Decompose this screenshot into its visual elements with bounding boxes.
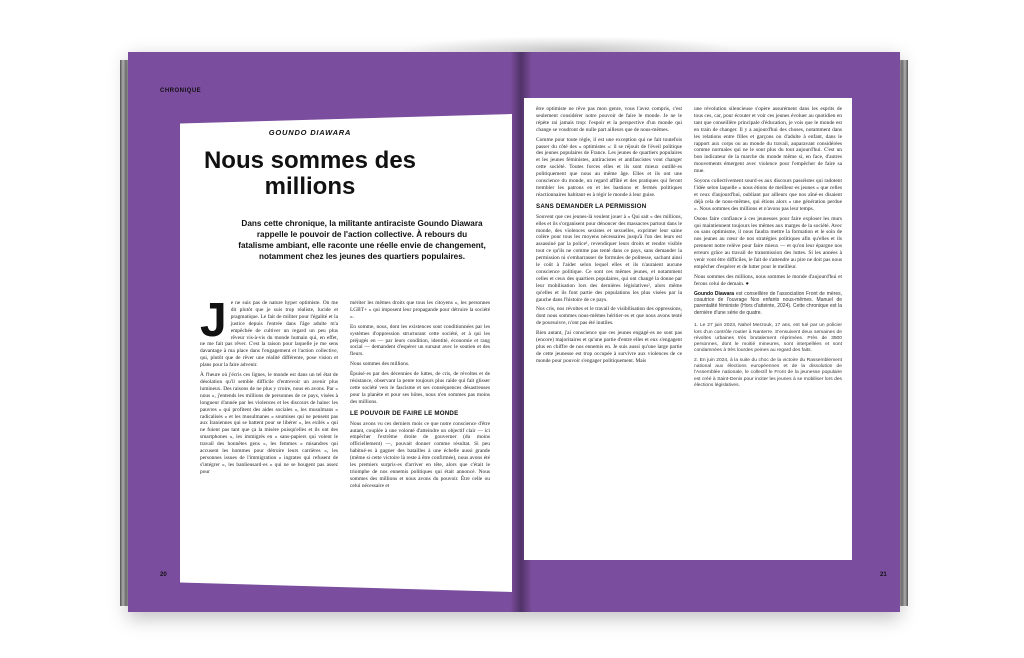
paragraph: Épuisé·es par des décennies de luttes, de cris, de révoltes et de résistance, observant la pente toujours plus raide qui fait glisser cette société vers le fascisme et ses conséquences désastreuses pour la planète et pour ses hôtes, nous n'en sommes pas moins des millions.: [350, 371, 490, 405]
subheading: LE POUVOIR DE FAIRE LE MONDE: [350, 409, 459, 417]
drop-cap: J: [200, 300, 227, 347]
paragraph: mériter les mêmes droits que tous les citoyens », les personnes LGBT+ « qui imposent leur propagande pour détruire la société ».: [350, 300, 490, 320]
paragraph: Nous avons vu ces derniers mois ce que notre conscience d'être autant, couplée à une volonté d'atteindre un objectif clair — ici empêcher l'extrême droite de gouverner (du moins officiellement) —, pouvait donner comme résultat. Si peu habitué·es à gagner des batailles à une échelle aussi grande (même si cette victoire là reste à être confirmée), nous avons été les premiers surpris·es d'arriver en tête, alors que c'était le triomphe de nos ennemis politiques qui était annoncé. Nous sommes des millions et nous avons du pouvoir. Être celle ou celui nécessaire et: [350, 420, 490, 489]
paragraph: En somme, nous, dont les existences sont conditionnées par les systèmes d'oppression structurant cette société, et à qui les préjugés en — par leurs condition, identité, économie et rang social — demandent d'espérer un sursaut avec le soutien et des fleurs.: [350, 323, 490, 358]
column-4: [694, 106, 842, 552]
page-number-left: 20: [160, 572, 167, 578]
paragraph: Nous sommes des millions.: [350, 361, 410, 368]
bio-name: Goundo Diawara: [694, 290, 735, 297]
paragraph: être optimiste ne rêve pas mon genre, vous l'avez compris, c'est seulement considérer notre pouvoir de faire le monde. Je ne le répète rai jamais trop: l'espoir et la perspective d'un monde qui change se voudront de nulle part ailleurs que de nous-mêmes.: [536, 106, 682, 133]
article-standfirst: Dans cette chronique, la militante antiraciste Goundo Diawara rappelle le pouvoir de l'action collective. À rebours du fatalisme ambiant, elle raconte une réelle envie de changement, notamment chez les jeunes des quartiers populaires.: [238, 219, 486, 261]
paragraph: Soyons collectivement sourd·es aux discours passéistes qui radotent l'idée selon laquelle « nous étions de meilleur·es jeunes » que celles et ceux d'aujourd'hui, oubliant par ailleurs que nos aîné·es disaient déjà cela de nous-mêmes, qui étions alors « une génération perdue ». Nous sommes des millions et n'avons pas leur temps.: [694, 178, 842, 212]
bio-text: est conseillère de l'association Front de mères, coautrice de l'ouvrage Nos enfants nous-mêmes. Manuel de parentalité féministe (Hors d'atteinte, 2024). Cette chronique est la dernière d'une série de quatre.: [694, 290, 842, 316]
author-bio: [694, 291, 842, 317]
column-2: [350, 300, 490, 568]
paragraph: Nos cris, nos révoltes et le travail de visibilisation des oppressions, dont nous sommes nous-mêmes héritier·es et que nous avons tenté de poursuivre, n'ont pas été inutiles.: [536, 306, 682, 327]
paragraph: Souvent que ces jeunes-là veulent jouer à « Qui sait » des millions, elles et ils s'organisent pour dénoncer des massacres partout dans le monde, des violences sexistes et sexuelles, exprimer leur saine colère pour tous les moyens nécessaires jusqu'à l'un des leurs est assassiné par la police¹, revendiquer leurs droits et rendre visible tout ce qu'ils ne comme pas tenté dans ce pays, sans demander la permission ni s'embarrasser de formules de politesse, sachant ainsi le coût à l'aider selon lequel elles et ils n'auraient aucune conscience politique. Ce sont ces mêmes jeunes, et notamment celles et ceux des quartiers populaires, qui ont changé la donne par leur mobilisation lors des dernières législatives², alors même qu'elles et ils font partie des populations les plus visées par la gauche dans l'histoire de ce pays.: [536, 213, 682, 303]
paragraph: une révolution silencieuse s'opère assurément dans les esprits de tous ces, car, pour écouter et voir ces jeunes évoluer au quotidien en tant que conseillère principale d'éducation, je vois que le monde est en train de changer. Il y a aujourd'hui des choses, notamment dans les relations entre filles et garçons ou d'adulte à enfant, dans le rapport aux corps ou au monde du travail, auparavant considérées comme normales qui ne le sont plus du tout aujourd'hui. C'est un bon indicateur de la marche du monde même si, en face, d'autres mouvements émergent avec violence pour l'empêcher de faire sa mue.: [694, 106, 842, 175]
page-number-right: 21: [880, 572, 887, 578]
column-3: [536, 106, 682, 552]
paragraph: Osons faire confiance à ces jeunesses pour faire exploser les murs qui maintiennent toujours les mêmes aux marges de la société. Avec ou sans optimisme, il nous faudra mettre la formation et le soin de nos jeunes au cœur de nos stratégies politiques afin qu'elles et ils prennent notre relève pour faire mieux — et qu'on leur épargne nos erreurs grâce au travail de transmission des luttes. Si les années à venir vont être difficiles, le fait de s'attendre au pire ne doit pas nous empêcher d'espérer et de lutter pour le meilleur.: [694, 215, 842, 270]
author-name: GOUNDO DIAWARA: [268, 128, 352, 137]
article-title: Nous sommes des millions: [203, 147, 417, 200]
footnote: 2. En juin 2024, à la suite du choc de la victoire du Rassemblement national aux élections européennes et de la dissolution de l'Assemblée nationale, le collectif le Front de la jeunesse populaire est créé à Saint-Denis pour inciter les jeunes à se mobiliser lors des élections législatives.: [694, 357, 842, 388]
paragraph: e ne suis pas de nature hyper optimiste. On me dit plutôt que je suis trop réaliste, lucide et pragmatique. Le fait de militer pour l'égalité et la justice depuis l'entrée dans l'âge adulte m'a empêchée de cultiver un regard un peu plus rêveur vis-à-vis du monde humain qui, en effet, ne me fait pas rêver. C'est la raison pour laquelle je me sens davantage à ma place dans l'engagement et l'action collective, qui, plutôt que de rêver une réalité différente, pose vision et plans pour la faire advenir.: [200, 300, 338, 369]
section-label: CHRONIQUE: [160, 88, 202, 94]
column-1: [200, 300, 338, 568]
paragraph: À l'heure où j'écris ces lignes, le monde est dans un tel état de désolation qu'il semble difficile d'entrevoir un avenir plus lumineux. Des raisons de ne plus y croire, nous en avons. Par « nous », j'entends les millions de personnes de ce pays, visées à longueur d'année par les violences et les discours de haine: les pauvres « qui profitent des aides sociales », les musulmans « radicalisés » et les musulmanes « soumises qui ne pensent pas aux Iraniennes qui se battent pour se libérer », les exilés « qui ne fuient pas tant que ça la misère puisqu'elles et ils ont des smartphones », les immigrés en « sans-papiers qui volent le travail des honnêtes gens », les femmes « misandres qui accusent les hommes pour détruire leurs carrières », les personnes issues de l'immigration « ingrates qui refusent de s'intégrer », les banlieusard·es « qui ne se bougent pas assez pour: [200, 372, 338, 475]
paragraph: Bien autant, j'ai conscience que ces jeunes engagé·es ne sont pas (encore) majoritaires et qu'une partie d'entre elles et eux s'engagent plus en chiffre de nos ennemis en. Je suis aussi qu'une large partie de cette jeunesse est trop occupée à survivre aux violences de ce monde pour pouvoir s'engager politiquement. Mais: [536, 330, 682, 364]
subheading: SANS DEMANDER LA PERMISSION: [536, 202, 647, 210]
paragraph: Comme pour toute règle, il est une exception qui ne fait toutefois passer du côté des « optimistes »: il se réjouit de l'éveil politique des jeunes populaires de France. Les jeunes de quartiers populaires et les jeunes féministes, antiracistes et antifascistes vont changer cette société. Toutes forces elles et ils sont mieux outillé·es politiquement que nous au même âge. Elles et ils ont une conscience du monde, un regard affûté et des pratiques qui feront trembler les patrons en et les bastions et fermés politiques réactionnaires habitant·es à régir le monde à leur guise.: [536, 136, 682, 198]
paragraph: Nous sommes des millions, nous sommes le monde d'aujourd'hui et ferons celui de demain. ●: [694, 273, 842, 287]
footnote: 1. Le 27 juin 2023, Nahel Merzouk, 17 ans, est tué par un policier lors d'un contrôle routier à Nanterre. S'ensuivent deux semaines de révoltes urbaines très brutalement réprimées. Près de 3500 personnes, dont le moitié mineures, sont interpellées et sont condamnées à très lourdes peines au regard des faits.: [694, 323, 842, 354]
